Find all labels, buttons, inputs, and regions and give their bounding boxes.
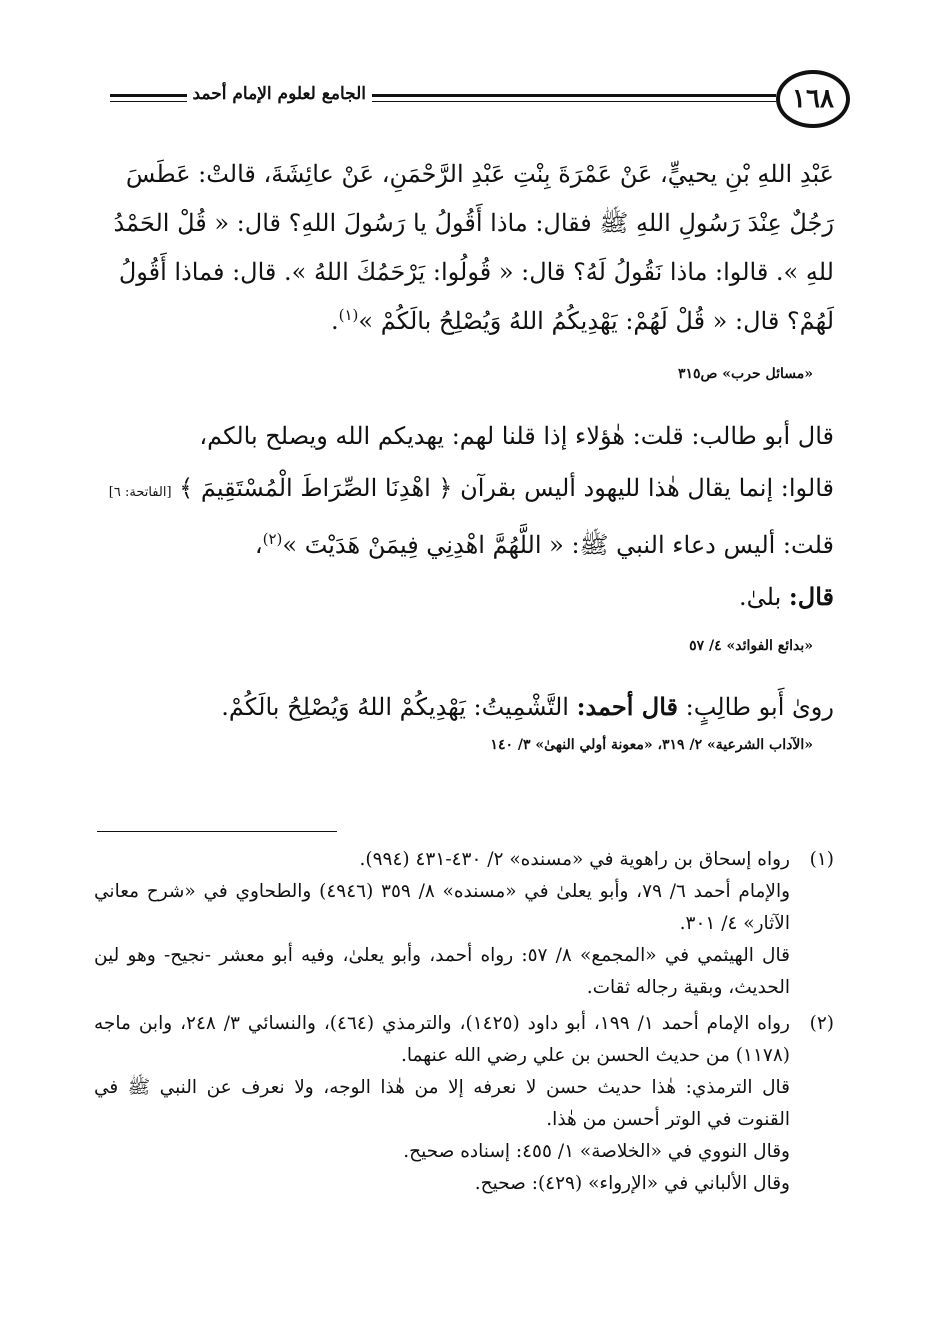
- quran-reference: [الفاتحة: ٦]: [108, 485, 172, 500]
- page-number: ١٦٨: [776, 70, 850, 128]
- footnote-separator: [97, 831, 337, 832]
- footnote-2: [94, 1008, 834, 1200]
- quran-quote: قالوا: إنما يقال هٰذا لليهود أليس بقرآن ﴿ اهْدِنَا الصِّرَاطَ الْمُسْتَقِيمَ ﴾: [179, 474, 834, 502]
- footnote-number: (١): [809, 849, 834, 870]
- source-citation: «مسائل حرب» ص٣١٥: [677, 366, 813, 382]
- text-line: رَجُلٌ عِنْدَ رَسُولِ اللهِ ﷺ فقال: ماذا أَقُولُ يا رَسُولَ اللهِ؟ قال: « قُلْ الحَمْدُ: [113, 209, 834, 237]
- source-citation: «بدائع الفوائد» ٤/ ٥٧: [689, 638, 813, 654]
- speaker-label: قال أحمد:: [576, 692, 678, 721]
- footnote-line: رواه إسحاق بن راهوية في «مسنده» ٢/ ٤٣٠-٤٣١ (٩٩٤).: [359, 849, 790, 870]
- text-line: [94, 571, 834, 623]
- footnote-number: (٢): [809, 1013, 834, 1034]
- footnote-line: قال الترمذي: هٰذا حديث حسن لا نعرفه إلا من هٰذا الوجه، ولا نعرف عن النبي ﷺ في القنوت في الوتر أحسن من هٰذا.: [94, 1077, 790, 1130]
- tashmit-passage: [94, 682, 834, 732]
- narrator-prefix: روىٰ أَبو طالِبٍ:: [685, 693, 834, 721]
- footnote-body: [94, 844, 790, 1004]
- text-line: قلت: أليس دعاء النبي ﷺ: « اللَّهُمَّ اهْدِنِي فِيمَنْ هَدَيْتَ »$^{(٢)}$،: [254, 530, 834, 559]
- speaker-label: قال:: [788, 582, 834, 611]
- text-line: للهِ ». قالوا: ماذا نَقُولُ لَهُ؟ قال: « قُولُوا: يَرْحَمُكَ اللهُ ». قال: فماذا أَقُولُ: [118, 258, 834, 286]
- text-line-content: لَهُمْ؟ قال: « قُلْ لَهُمْ: يَهْدِيكُمُ اللهُ وَيُصْلِحُ بالَكُمْ »: [358, 307, 834, 335]
- hadith-passage: [94, 150, 834, 346]
- text-line: [94, 462, 834, 519]
- abu-talib-passage: [94, 410, 834, 623]
- text-line: [94, 682, 834, 732]
- source-citation: «الآداب الشرعية» ٢/ ٣١٩، «معونة أولي النهىٰ» ٣/ ١٤٠: [490, 737, 813, 753]
- footnote-line: وقال النووي في «الخلاصة» ١/ ٤٥٥: إسناده صحيح.: [403, 1141, 790, 1162]
- footnote-body: [94, 1008, 790, 1200]
- footnotes: [94, 844, 834, 1200]
- text-line-content: قلت: أليس دعاء النبي ﷺ: « اللَّهُمَّ اهْدِنِي فِيمَنْ هَدَيْتَ »: [282, 531, 834, 559]
- text-line: قال أبو طالب: قلت: هٰؤلاء إذا قلنا لهم: يهديكم الله ويصلح بالكم،: [199, 422, 834, 450]
- footnote-line: والإمام أحمد ٦/ ٧٩، وأبو يعلىٰ في «مسنده» ٨/ ٣٥٩ (٤٩٤٦) والطحاوي في «شرح معاني الآثار» ٤/ ٣٠١.: [94, 881, 791, 934]
- footnote-line: قال الهيثمي في «المجمع» ٨/ ٥٧: رواه أحمد، وأبو يعلىٰ، وفيه أبو معشر -نجيح- وهو لين الحديث، وبقية رجاله ثقات.: [94, 945, 790, 998]
- footnote-1: [94, 844, 834, 1004]
- answer-text: بلىٰ.: [739, 583, 782, 611]
- footnote-line: وقال الألباني في «الإرواء» (٤٢٩): صحيح.: [474, 1173, 790, 1194]
- text-line: عَبْدِ اللهِ بْنِ يحييٍّ، عَنْ عَمْرَةَ بِنْتِ عَبْدِ الرَّحْمَنِ، عَنْ عائِشَةَ، قالتْ: عَطَسَ: [125, 160, 834, 188]
- page-header: [110, 70, 850, 130]
- footnote-line: رواه الإمام أحمد ١/ ١٩٩، أبو داود (١٤٢٥)، والترمذي (٤٦٤)، والنسائي ٣/ ٢٤٨، وابن ماجه (١١٧٨) من حديث الحسن بن علي رضي الله عنهما.: [94, 1013, 790, 1066]
- text-line: لَهُمْ؟ قال: « قُلْ لَهُمْ: يَهْدِيكُمُ اللهُ وَيُصْلِحُ بالَكُمْ »$^{(١)}$.: [330, 306, 834, 335]
- footnote-ref: (٢): [262, 530, 283, 548]
- statement-text: التَّشْمِيتُ: يَهْدِيكُمْ اللهُ وَيُصْلِحُ بالَكُمْ.: [221, 693, 569, 721]
- footnote-ref: (١): [338, 306, 359, 324]
- book-title: الجامع لعلوم الإمام أحمد: [187, 84, 373, 104]
